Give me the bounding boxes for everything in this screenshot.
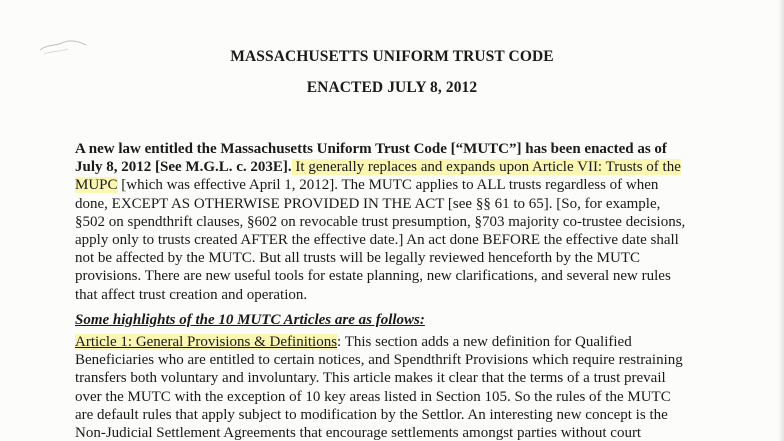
article1-line: Non-Judicial Settlement Agreements that encourage settlements amongst parties without court — [75, 425, 642, 441]
intro-highlighted-text: It generally replaces and expands upon Article VII: Trusts of the — [291, 159, 681, 176]
intro-line: not be affected by the MUTC. But all trusts will be legally reviewed henceforth by the MUTC — [75, 250, 640, 267]
document-title: MASSACHUSETTS UNIFORM TRUST CODE — [230, 48, 554, 65]
intro-highlighted-text: MUPC — [75, 177, 118, 194]
intro-line: apply only to trusts created AFTER the effective date.] An act done BEFORE the effective date shall — [75, 232, 679, 249]
intro-bold-text: July 8, 2012 [See M.G.L. c. 203E]. — [75, 159, 292, 176]
article1-line: transfers both voluntary and involuntary. This article makes it clear that the terms of a trust prevail — [75, 370, 666, 387]
intro-line — [75, 158, 711, 176]
intro-line: §502 on spendthrift clauses, §602 on revocable trust presumption, §703 majority co-trustee decisions, — [75, 213, 686, 230]
article1-text: : This section adds a new definition for Qualified — [337, 334, 632, 350]
article1-line: Beneficiaries who are entitled to certain notices, and Spendthrift Provisions which require restraining — [75, 352, 683, 369]
intro-paragraph — [75, 140, 711, 304]
highlights-heading: Some highlights of the 10 MUTC Articles are as follows: — [75, 312, 425, 328]
document-subtitle: ENACTED JULY 8, 2012 — [306, 79, 478, 96]
article1-line: over the MUTC with the exception of 10 key areas listed in Section 105. So the rules of the MUTC — [75, 388, 671, 405]
intro-line — [75, 176, 711, 194]
article1-line — [75, 333, 711, 351]
intro-line: A new law entitled the Massachusetts Uniform Trust Code [“MUTC”] has been enacted as of — [75, 141, 667, 157]
article1-heading: Article 1: General Provisions & Definitions — [75, 334, 338, 350]
intro-line: that affect trust creation and operation. — [75, 286, 308, 303]
article1-line: are default rules that apply subject to modification by the Settlor. An interesting new concept is the — [75, 406, 668, 423]
intro-line: done, EXCEPT AS OTHERWISE PROVIDED IN THE ACT [see §§ 61 to 65]. [So, for example, — [75, 195, 661, 212]
intro-text: [which was effective April 1, 2012]. The MUTC applies to ALL trusts regardless of when — [117, 177, 659, 194]
intro-line: provisions. There are new useful tools for estate planning, new clarifications, and several new rules — [75, 268, 671, 285]
article1-paragraph — [75, 333, 711, 441]
scan-edge-shadow — [778, 0, 784, 441]
